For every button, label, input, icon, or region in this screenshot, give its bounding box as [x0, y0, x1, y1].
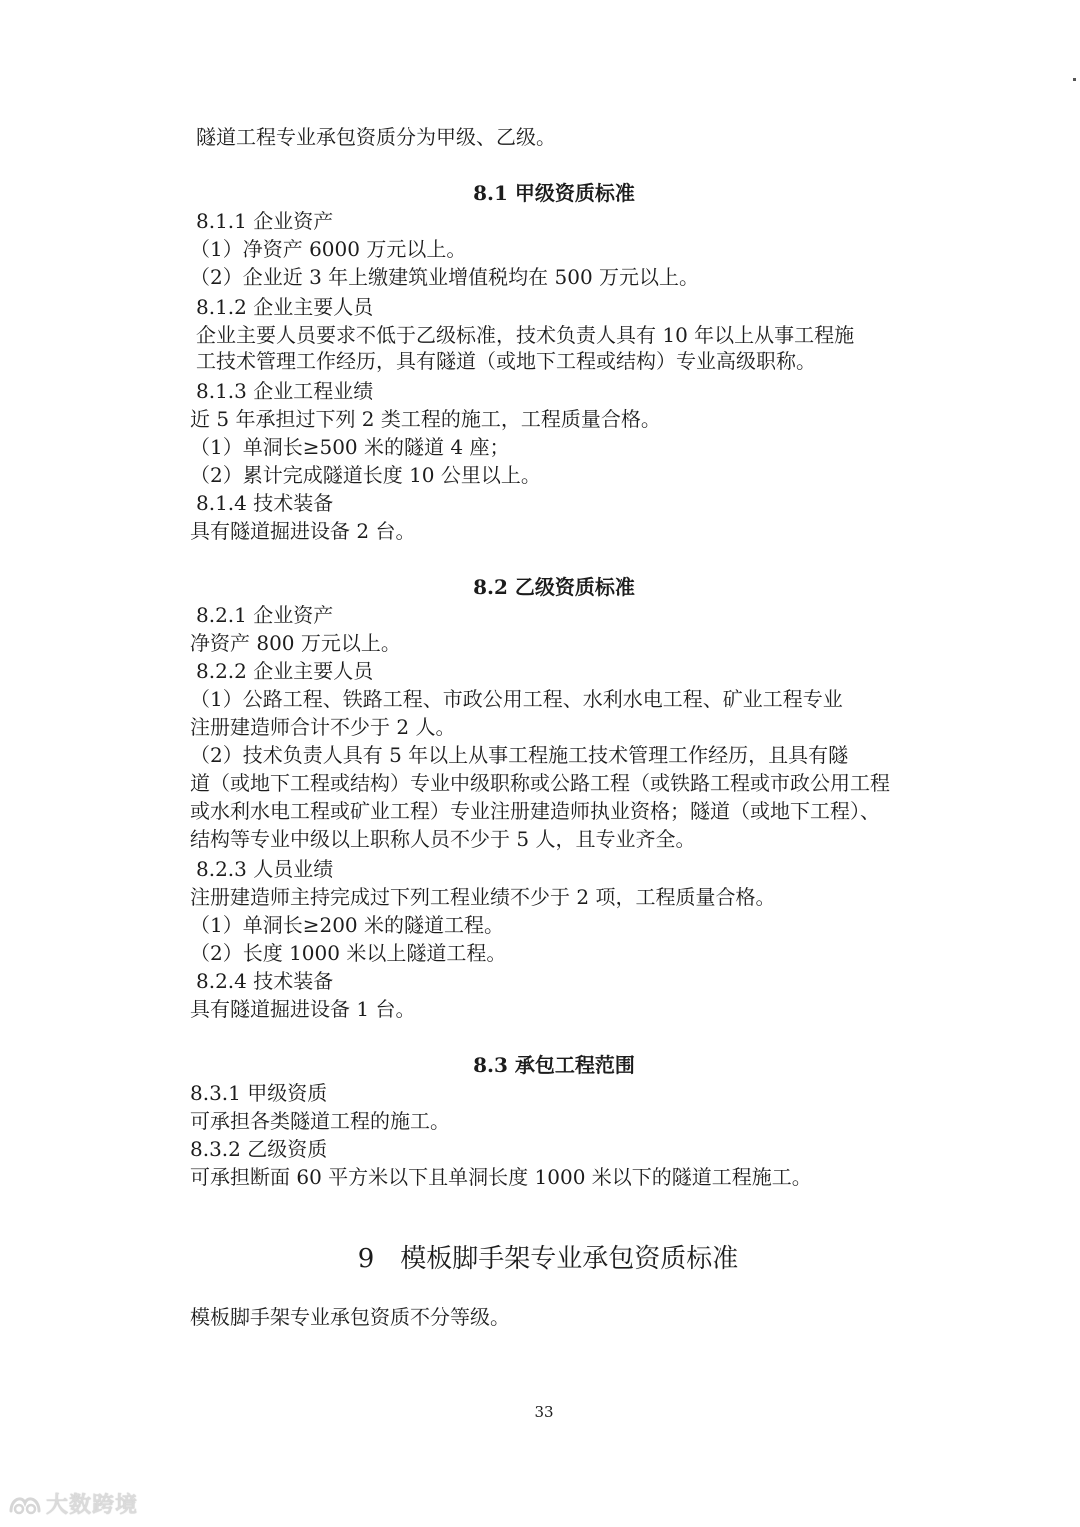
- text-line: （1）单洞长≥500 米的隧道 4 座；: [190, 435, 510, 459]
- text-line: 8.3.1 甲级资质: [190, 1081, 328, 1105]
- text-line: 结构等专业中级以上职称人员不少于 5 人，且专业齐全。: [190, 827, 696, 851]
- page-number: 33: [534, 1403, 554, 1421]
- watermark: [8, 1488, 138, 1519]
- text-line: 8.2.1 企业资产: [196, 603, 334, 627]
- section-8-3-heading: 8.3 承包工程范围: [473, 1053, 635, 1077]
- text-line: 具有隧道掘进设备 2 台。: [190, 519, 416, 543]
- text-line: 道（或地下工程或结构）专业中级职称或公路工程（或铁路工程或市政公用工程: [190, 771, 890, 795]
- text-line: （2）长度 1000 米以上隧道工程。: [190, 941, 507, 965]
- text-line: 可承担各类隧道工程的施工。: [190, 1109, 450, 1133]
- text-line: 净资产 800 万元以上。: [190, 631, 401, 655]
- text-line: 具有隧道掘进设备 1 台。: [190, 997, 416, 1021]
- text-line: （2）企业近 3 年上缴建筑业增值税均在 500 万元以上。: [190, 265, 700, 289]
- text-line: 8.2.2 企业主要人员: [196, 659, 374, 683]
- text-line: 8.1.3 企业工程业绩: [196, 379, 374, 403]
- watermark-text: 大数跨境: [46, 1493, 139, 1518]
- intro-paragraph: 隧道工程专业承包资质分为甲级、乙级。: [196, 125, 556, 149]
- text-line: 企业主要人员要求不低于乙级标准，技术负责人具有 10 年以上从事工程施: [196, 323, 855, 347]
- section-8-1-heading: 8.1 甲级资质标准: [473, 181, 635, 205]
- text-line: 近 5 年承担过下列 2 类工程的施工，工程质量合格。: [190, 407, 661, 431]
- text-line: （1）公路工程、铁路工程、市政公用工程、水利水电工程、矿业工程专业: [190, 687, 843, 711]
- text-line: （1）净资产 6000 万元以上。: [190, 237, 467, 261]
- text-line: 或水利水电工程或矿业工程）专业注册建造师执业资格；隧道（或地下工程）、: [190, 799, 880, 823]
- text-line: 8.3.2 乙级资质: [190, 1137, 328, 1161]
- text-line: 8.1.2 企业主要人员: [196, 295, 374, 319]
- text-line: （1）单洞长≥200 米的隧道工程。: [190, 913, 505, 937]
- text-line: 注册建造师合计不少于 2 人。: [190, 715, 456, 739]
- text-line: 8.2.3 人员业绩: [196, 857, 334, 881]
- text-line: 8.1.4 技术装备: [196, 491, 334, 515]
- text-line: （2）技术负责人具有 5 年以上从事工程施工技术管理工作经历，且具有隧: [190, 743, 849, 767]
- chapter-9-heading: 9 模板脚手架专业承包资质标准: [357, 1244, 739, 1274]
- text-line: （2）累计完成隧道长度 10 公里以上。: [190, 463, 541, 487]
- scan-artifact: [1073, 78, 1076, 81]
- text-line: 工技术管理工作经历，具有隧道（或地下工程或结构）专业高级职称。: [196, 349, 816, 373]
- chapter-9-intro: 模板脚手架专业承包资质不分等级。: [190, 1305, 510, 1329]
- text-line: 注册建造师主持完成过下列工程业绩不少于 2 项，工程质量合格。: [190, 885, 776, 909]
- text-line: 8.2.4 技术装备: [196, 969, 334, 993]
- section-8-2-heading: 8.2 乙级资质标准: [473, 575, 635, 599]
- brand-logo-icon: [8, 1491, 42, 1517]
- text-line: 可承担断面 60 平方米以下且单洞长度 1000 米以下的隧道工程施工。: [190, 1165, 812, 1189]
- text-line: 8.1.1 企业资产: [196, 209, 334, 233]
